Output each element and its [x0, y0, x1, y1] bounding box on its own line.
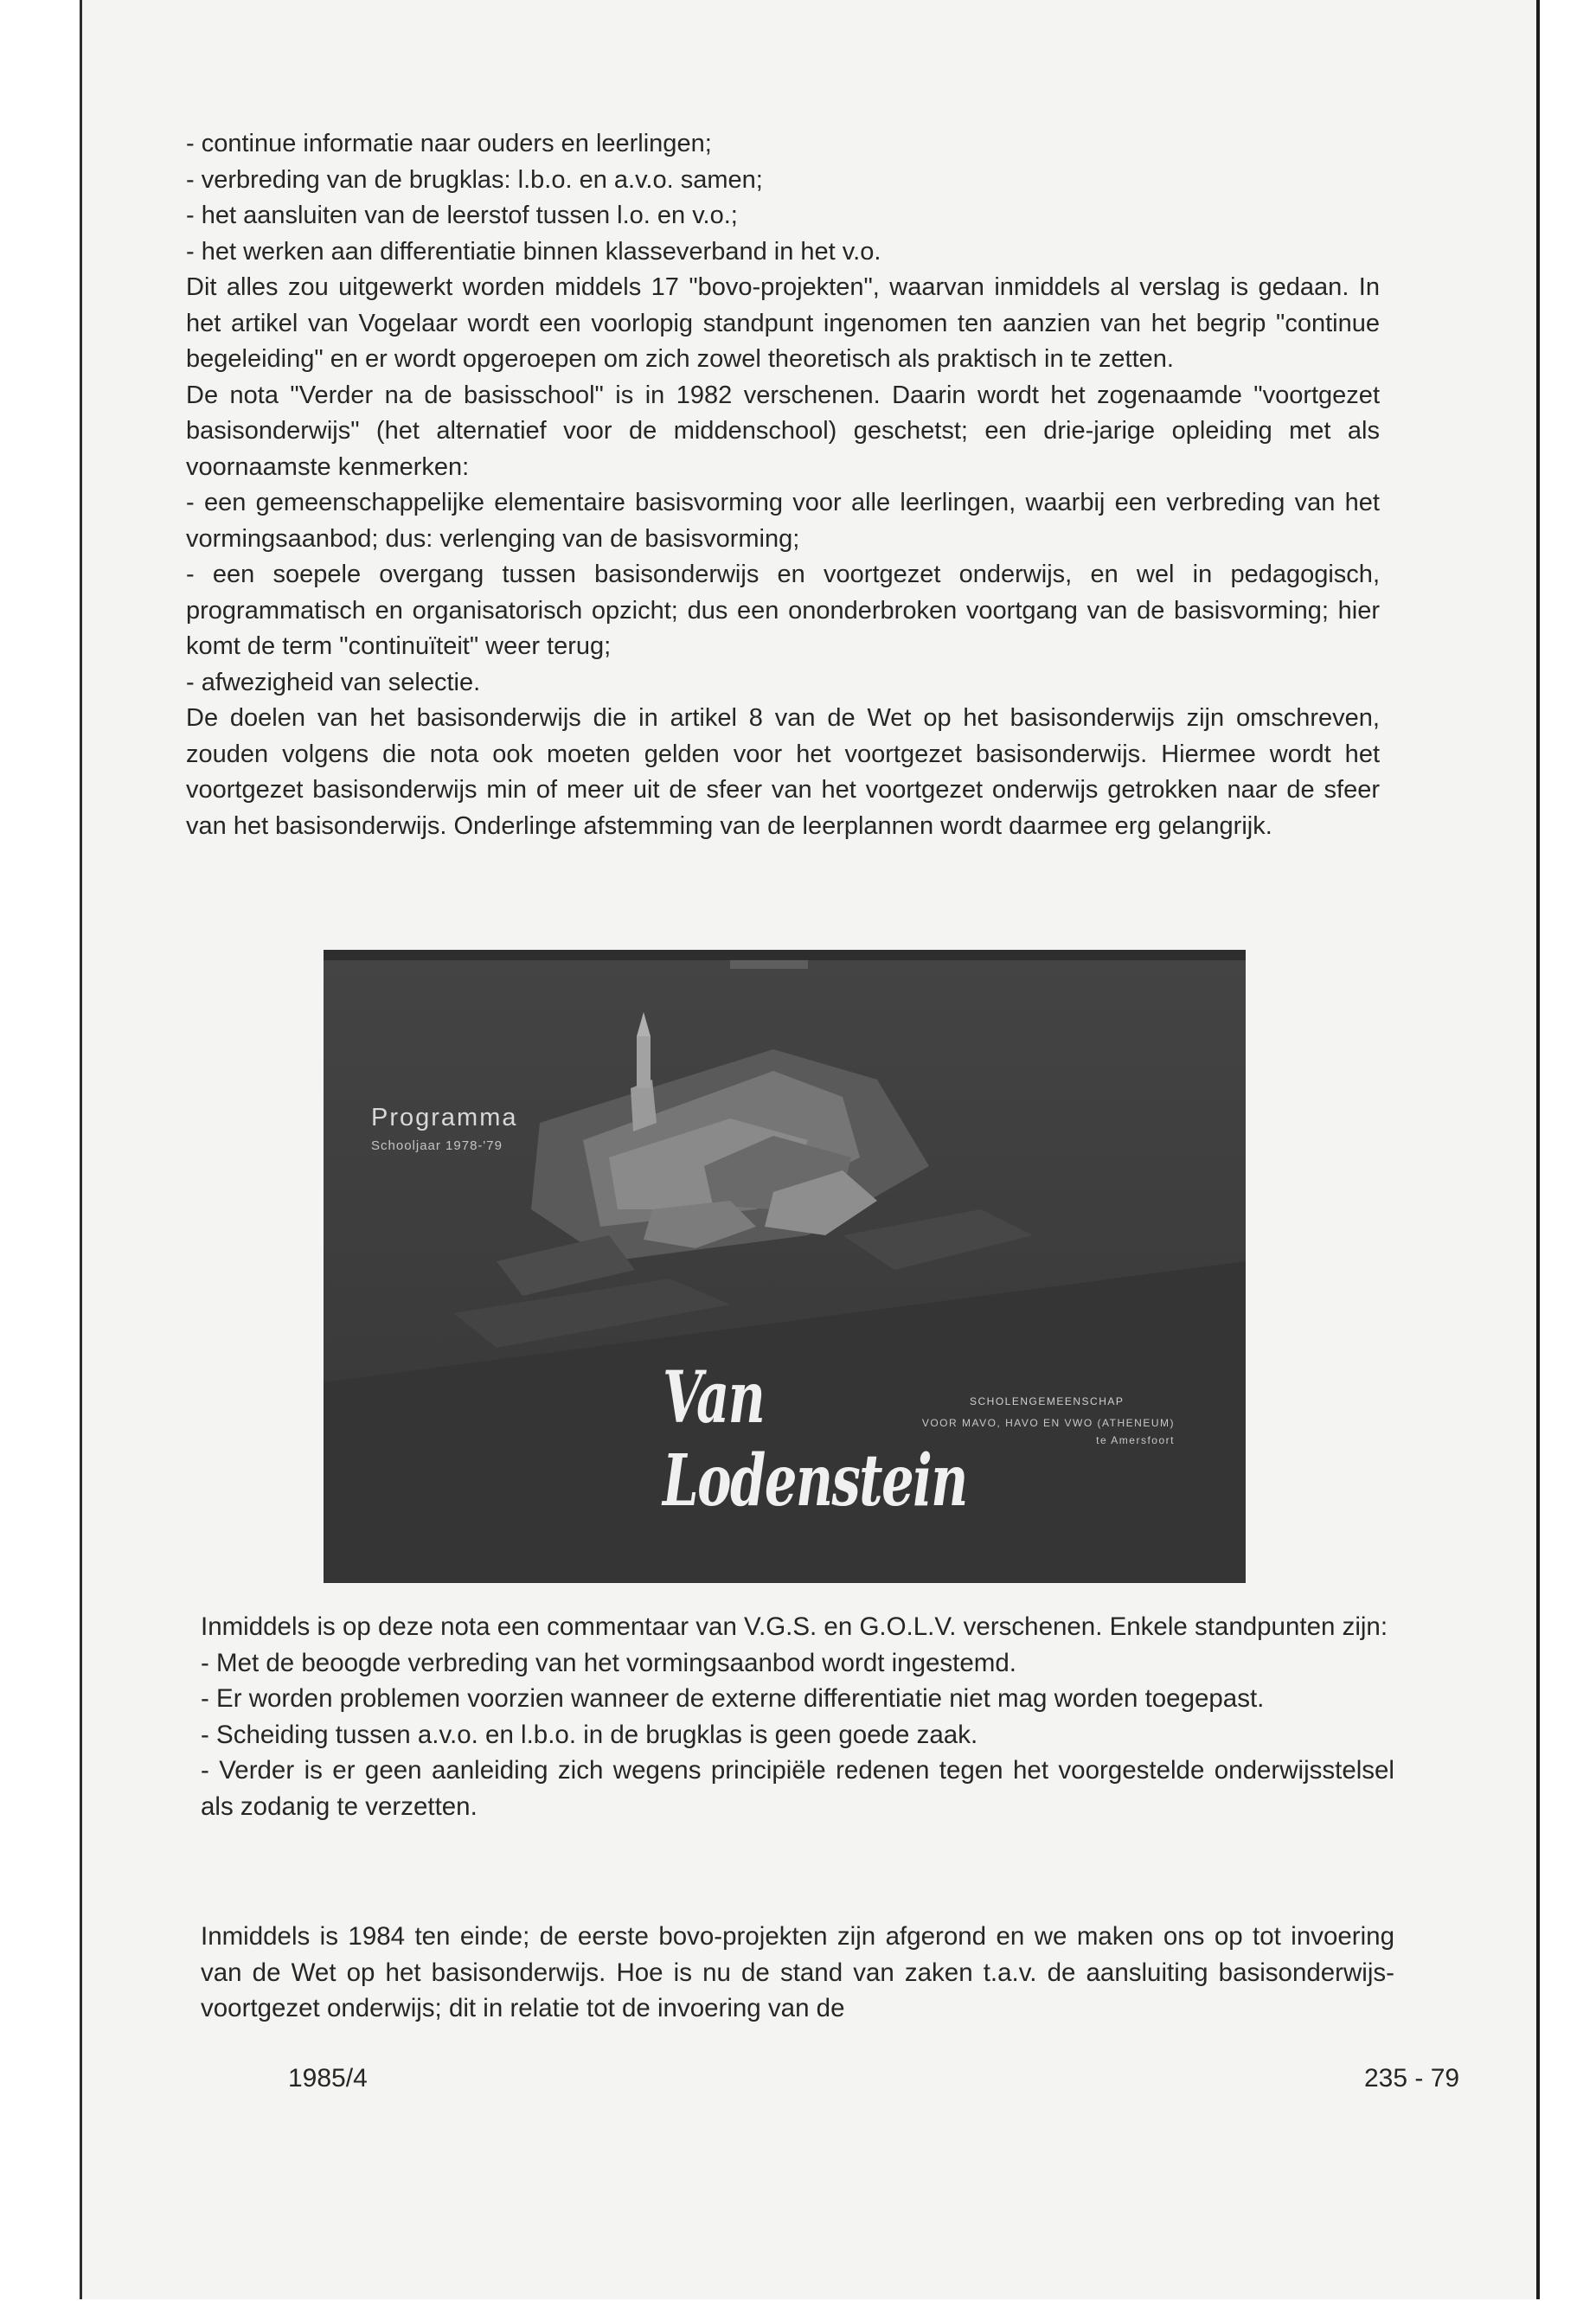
- school-program-cover-photo: [324, 950, 1246, 1583]
- paragraph-nota-verder: De nota "Verder na de basisschool" is in 1982 verschenen. Daarin wordt het zogenaamde "voortgezet basisonderwijs" (het alternatief voor de middenschool) geschetst; een drie-jarige opleiding met als voornaamste kenmerken:: [186, 381, 1380, 481]
- bullet-soepele-overgang: - een soepele overgang tussen basisonderwijs en voortgezet onderwijs, en wel in pedagogisch, programmatisch en organisatorisch opzicht; dus een ononderbroken voortgang van de basisvorming; hier komt de term "continuïteit" weer terug;: [186, 561, 1380, 660]
- paragraph-commentaar: Inmiddels is op deze nota een commentaar van V.G.S. en G.O.L.V. verschenen. Enkele standpunten zijn:: [201, 1612, 1388, 1641]
- brand-subline-1: VOOR MAVO, HAVO EN VWO (ATHENEUM): [921, 1417, 1175, 1429]
- page-number: 235 - 79: [1364, 2064, 1460, 2093]
- program-title: Programma: [371, 1104, 518, 1131]
- bullet-scheiding: - Scheiding tussen a.v.o. en l.b.o. in de brugklas is geen goede zaak.: [201, 1720, 978, 1749]
- body-text-bottom-b: [201, 1919, 1394, 2027]
- bullet-basisvorming: - een gemeenschappelijke elementaire basisvorming voor alle leerlingen, waarbij een verbreding van het vormingsaanbod; dus: verlenging van de basisvorming;: [186, 489, 1380, 553]
- school-brand-logo: Van Lodenstein: [663, 1356, 967, 1522]
- bullet-instemming: - Met de beoogde verbreding van het vormingsaanbod wordt ingestemd.: [201, 1648, 1016, 1677]
- paragraph-bovo-projekten: Dit alles zou uitgewerkt worden middels 17 "bovo-projekten", waarvan inmiddels al verslag is gedaan. In het artikel van Vogelaar wordt een voorlopig standpunt ingenomen ten aanzien van het begrip "continue begeleiding" en er wordt opgeroepen om zich zowel theoretisch als praktisch in te zetten.: [186, 273, 1380, 373]
- scanned-page: [80, 0, 1540, 2299]
- bullet-differentiatie: - het werken aan differentiatie binnen klasseverband in het v.o.: [186, 237, 881, 266]
- bullet-verbreding-brugklas: - verbreding van de brugklas: l.b.o. en a.v.o. samen;: [186, 165, 763, 194]
- bullet-continue-informatie: - continue informatie naar ouders en leerlingen;: [186, 130, 712, 157]
- body-text-top: [186, 126, 1380, 844]
- program-subtitle: Schooljaar 1978-'79: [371, 1138, 503, 1153]
- brand-subline-2: te Amersfoort: [1096, 1434, 1175, 1446]
- paragraph-doelen-basisonderwijs: De doelen van het basisonderwijs die in artikel 8 van de Wet op het basisonderwijs zijn omschreven, zouden volgens die nota ook moeten gelden voor het voortgezet basisonderwijs. Hiermee wordt het voortgezet basisonderwijs min of meer uit de sfeer van het voortgezet onderwijs getrokken naar de sfeer van het basisonderwijs. Onderlinge afstemming van de leerplannen wordt daarmee erg gelangrijk.: [186, 704, 1380, 840]
- issue-number: 1985/4: [288, 2064, 368, 2093]
- body-text-bottom-a: [201, 1609, 1394, 1824]
- paragraph-1984-ten-einde: Inmiddels is 1984 ten einde; de eerste bovo-projekten zijn afgerond en we maken ons op tot invoering van de Wet op het basisonderwijs. Hoe is nu de stand van zaken t.a.v. de aansluiting basisonderwijs-voortgezet onderwijs; dit in relatie tot de invoering van de: [201, 1922, 1394, 2022]
- bullet-geen-aanleiding: - Verder is er geen aanleiding zich wegens principiële redenen tegen het voorgestelde onderwijsstelsel als zodanig te verzetten.: [201, 1756, 1394, 1821]
- bullet-afwezigheid-selectie: - afwezigheid van selectie.: [186, 668, 481, 696]
- bullet-problemen: - Er worden problemen voorzien wanneer de externe differentiatie niet mag worden toegepast.: [201, 1684, 1265, 1713]
- bullet-aansluiten-leerstof: - het aansluiten van de leerstof tussen l.o. en v.o.;: [186, 202, 738, 229]
- brand-tagline: SCHOLENGEMEENSCHAP: [970, 1395, 1125, 1407]
